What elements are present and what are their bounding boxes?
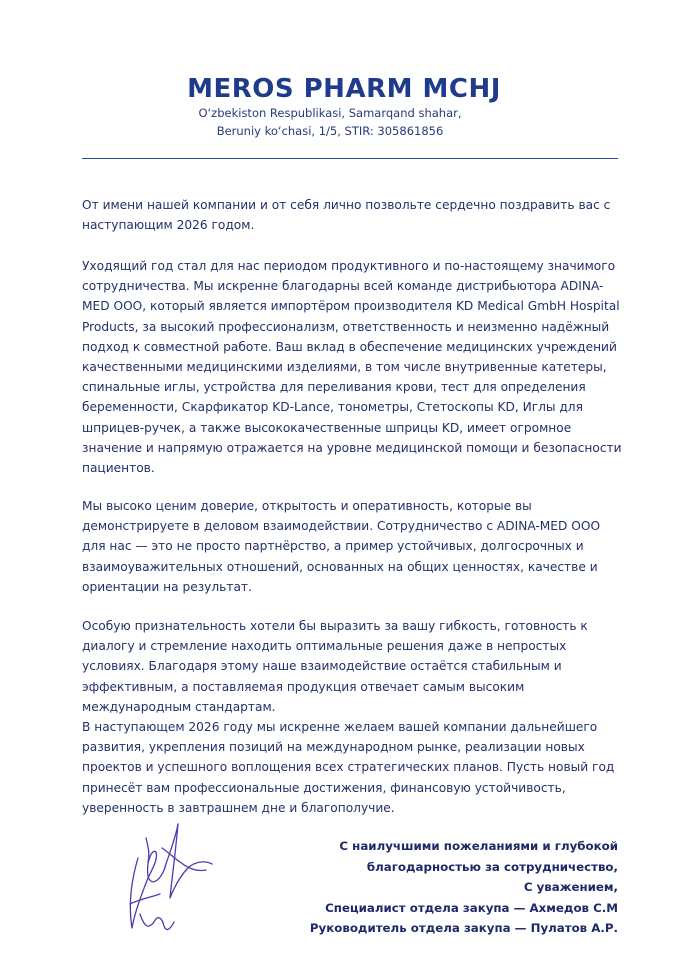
closing-line-3: С уважением, [523,880,618,894]
signer-procurement-head: Руководитель отдела закупа — Пулатов А.Р. [309,921,618,935]
paragraph-text: Особую признательность хотели бы выразить за вашу гибкость, готовность к диалогу и стремление находить оптимальные решения даже в непростых условиях. Благодаря этому наше взаимодействие остаётся стабильным и эффективным, а поставляемая продукция отвечает самым высоким международным стандартам. [82,619,588,714]
letter-paragraph-wishes [82,616,622,818]
paragraph-text: Мы высоко ценим доверие, открытость и оперативность, которые вы демонстрируете в деловом взаимодействии. Сотрудничество с ADINA-MED ООО для нас — это не просто партнёрство, а пример устойчивых, долгосрочных и взаимоуважительных отношений, основанных на общих ценностях, качестве и ориентации на результат. [82,499,601,594]
paragraph-text: В наступающем 2026 году мы искренне желаем вашей компании дальнейшего развития, укрепления позиций на международном рынке, реализации новых проектов и успешного воплощения всех стратегических планов. Пусть новый год принесёт вам профессиональные достижения, финансовую устойчивость, уверенность в завтрашнем дне и благополучие. [82,720,615,815]
company-address-line2: Beruniy ko‘chasi, 1/5, STIR: 305861856 [216,124,444,138]
letter-paragraph-trust [82,496,622,597]
company-address-line1: O‘zbekiston Respublikasi, Samarqand shahar, [198,106,462,120]
closing-line-2: благодарностью за сотрудничество, [366,859,618,874]
header-divider [82,158,618,159]
closing-block [310,836,618,939]
letter-paragraph-gratitude [82,256,622,478]
closing-line-1: С наилучшими пожеланиями и глубокой [339,839,618,853]
signer-procurement-specialist: Специалист отдела закупа — Ахмедов С.М [325,900,618,915]
handwritten-signature [118,818,218,938]
paragraph-text: От имени нашей компании и от себя лично позвольте сердечно поздравить вас с наступающим 2026 годом. [82,198,611,233]
letter-paragraph-greeting [82,195,622,235]
paragraph-text: Уходящий год стал для нас периодом продуктивного и по-настоящему значимого сотрудничества. Мы искренне благодарны всей команде дистрибьютора ADINA-MED ООО, который является импортёром производителя KD Medical GmbH Hospital Products, за высокий профессионализм, ответственность и неизменно надёжный подход к совместной работе. Ваш вклад в обеспечение медицинских учреждений качественными медицинскими изделиями, в том числе внутривенные катетеры, спинальные иглы, устройства для переливания крови, тест для определения беременности, Скарфикатор KD-Lance, тонометры, Стетоскопы KD, Иглы для шприцев-ручек, а также высококачественные шприцы KD, имеет огромное значение и напрямую отражается на уровне медицинской помощи и безопасности пациентов. [82,259,622,476]
company-name: MEROS PHARM MCHJ [187,74,501,104]
